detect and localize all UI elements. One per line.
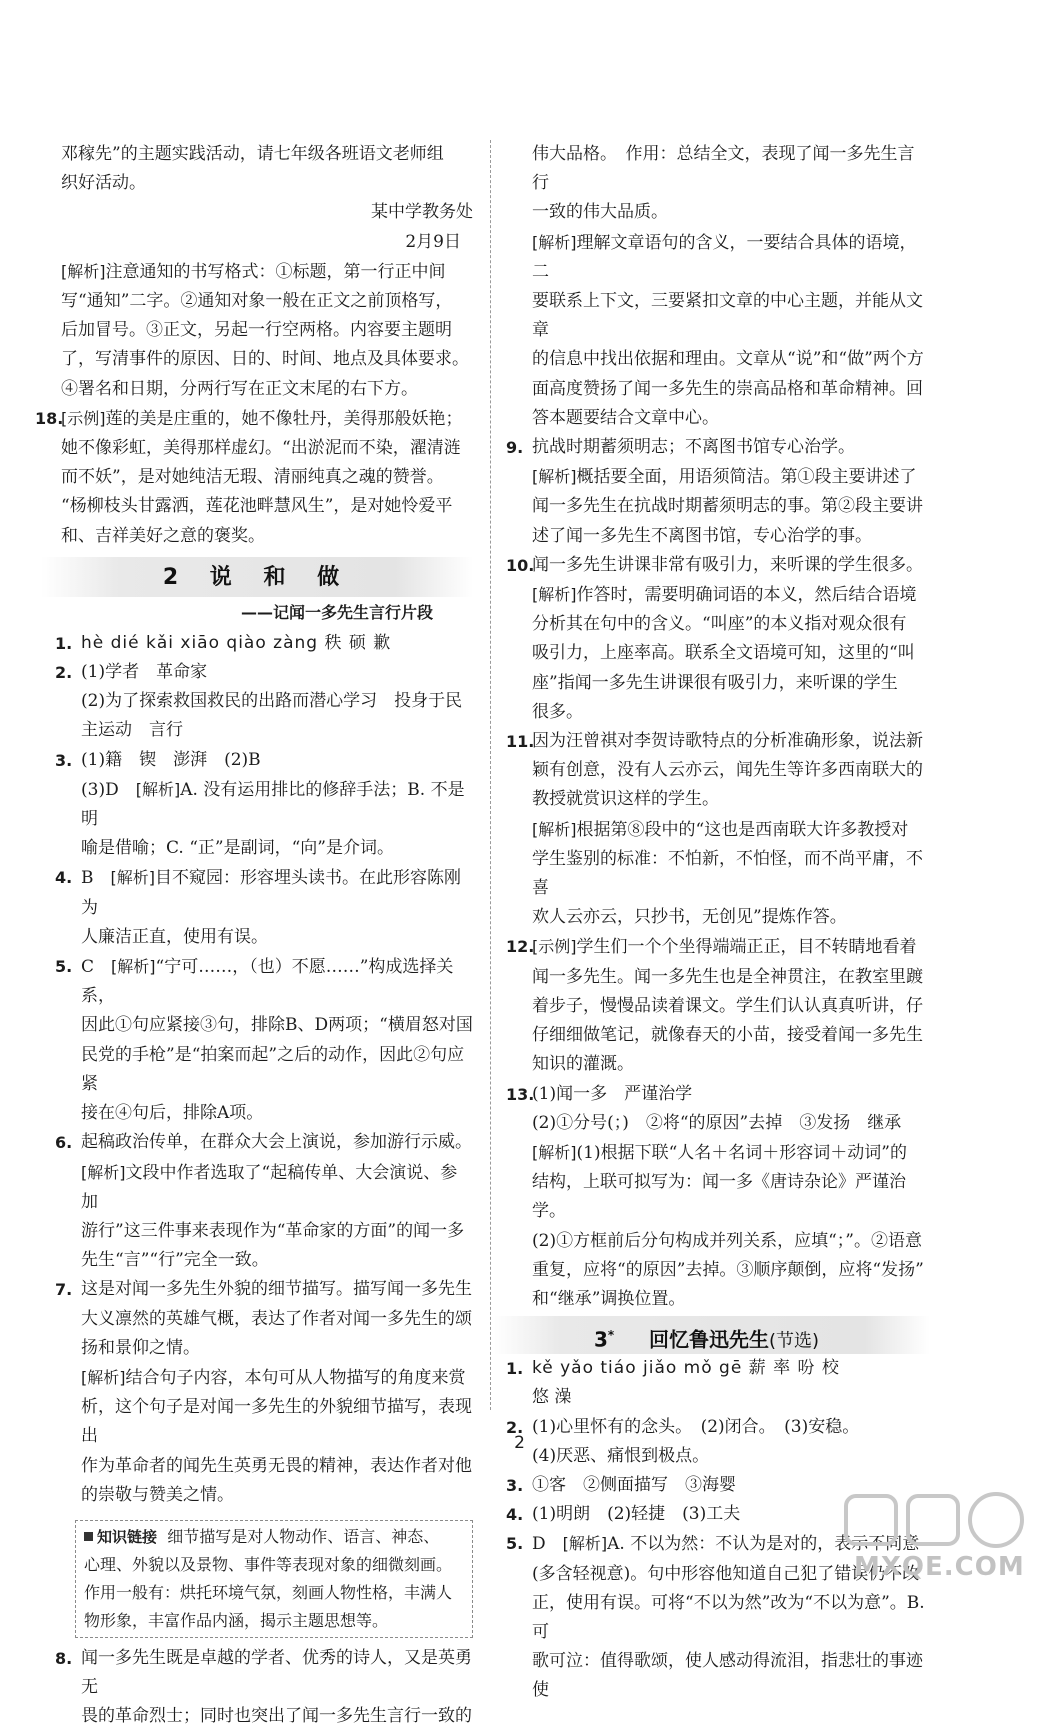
question-7: 7. 这是对闻一多先生外貌的细节描写。描写闻一多先生 大义凛然的英雄气概，表达了作者对闻一多先生的颂 扬和景仰之情。 [解析]结合句子内容，本句可从人物描写的角度来赏 析，这个句子是对闻一多先生的外貌细节描写，表现出 作为革命者的闻先生英勇无畏的精神，表达作者对他 的崇敬与赞美之情。 bbox=[61, 1275, 473, 1510]
analysis-line: 了，写清事件的原因、日的、时间、地点及具体要求。 bbox=[61, 349, 469, 370]
question-number: 2. bbox=[506, 1417, 524, 1437]
watermark bbox=[842, 1490, 1032, 1590]
left-column bbox=[35, 140, 473, 1732]
question-number: 10. bbox=[506, 555, 535, 575]
analysis-tag: [解析] bbox=[562, 1534, 608, 1554]
question-number: 18. bbox=[35, 408, 64, 428]
question-number: 2. bbox=[55, 663, 73, 683]
lesson-subtitle: ——记闻一多先生言行片段 bbox=[240, 602, 433, 622]
question-4: 4. (1)明朗 (2)轻捷 (3)工夫 bbox=[512, 1500, 930, 1529]
analysis-tag: [解析] bbox=[61, 261, 106, 281]
analysis-tag: [解析] bbox=[81, 1162, 126, 1182]
question-number: 7. bbox=[55, 1280, 73, 1300]
example-tag: [示例] bbox=[532, 937, 577, 957]
question-2: 2. (1)心里怀有的念头。 (2)闭合。 (3)安稳。 (4)厌恶、痛恨到极点。 bbox=[512, 1413, 930, 1471]
question-number: 6. bbox=[55, 1133, 73, 1153]
watermark-logo bbox=[842, 1490, 1032, 1550]
question-18: 18. [示例]莲的美是庄重的，她不像牡丹，美得那般妖艳； 她不像彩虹，美得那样虚幻。“出淤泥而不染，濯清涟 而不妖”，是对她纯洁无瑕、清丽纯真之魂的赞誉。 “杨柳枝头甘露洒，莲花池畔慧风生”，是对她怜爱平 和、吉祥美好之意的褒奖。 bbox=[41, 404, 473, 551]
analysis-tag: [解析] bbox=[81, 1367, 126, 1387]
analysis-tag: [解析] bbox=[111, 957, 156, 977]
notice-date: 2月9日 bbox=[405, 231, 461, 252]
notice-signature: 某中学教务处 bbox=[371, 202, 473, 223]
analysis-line: ④署名和日期，分两行写在正文末尾的右下方。 bbox=[61, 378, 418, 399]
notice-line: 织好活动。 bbox=[61, 173, 146, 194]
analysis-tag: [解析] bbox=[532, 819, 577, 839]
page-number: 2 bbox=[514, 1433, 525, 1453]
square-icon bbox=[84, 1532, 93, 1541]
analysis-line: 写“通知”二字。②通知对象一般在正文之前顶格写， bbox=[61, 291, 453, 312]
analysis-tag: [解析] bbox=[532, 232, 577, 252]
question-12: 12. [示例]学生们一个个坐得端端正正，目不转睛地看着 闻一多先生。闻一多先生也是全神贯注，在教室里踱 着步子，慢慢品读着课文。学生们认认真真听讲，仔 仔细细做笔记，就像春天的小苗，接受着闻一多先生 知识的灌溉。 bbox=[512, 932, 930, 1079]
question-number: 8. bbox=[55, 1648, 73, 1668]
question-8: 8. 闻一多先生既是卓越的学者、优秀的诗人，又是英勇无 畏的革命烈士；同时也突出了闻一多先生言行一致的 bbox=[61, 1644, 473, 1732]
question-3: 3. (1)籍 锲 澎湃 (2)B (3)D [解析]A. 没有运用排比的修辞手法；B. 不是明 喻是借喻；C. “正”是副词，“向”是介词。 bbox=[61, 746, 473, 864]
right-column bbox=[506, 140, 930, 1706]
question-number: 3. bbox=[506, 1475, 524, 1495]
question-number: 13. bbox=[506, 1084, 535, 1104]
knowledge-link-label: 知识链接 bbox=[97, 1527, 158, 1546]
question-number: 1. bbox=[506, 1359, 524, 1379]
question-10: 10. 闻一多先生讲课非常有吸引力，来听课的学生很多。 [解析]作答时，需要明确词语的本义，然后结合语境 分析其在句中的含义。“叫座”的本义指对观众很有 吸引力，上座率高。联系全文语境可知，这里的“叫 座”指闻一多先生讲课很有吸引力，来听课的学生 很多。 bbox=[512, 551, 930, 727]
question-1: 1. hè dié kǎi xiāo qiào zàng 秩 硕 歉 bbox=[61, 629, 473, 658]
question-number: 3. bbox=[55, 750, 73, 770]
example-tag: [示例] bbox=[61, 408, 106, 428]
analysis-tag: [解析] bbox=[110, 868, 155, 888]
lesson-title: 2 说 和 做 bbox=[162, 564, 352, 590]
question-5: 5. D [解析]A. 不以为然：不认为是对的，表示不同意 (多含轻视意)。句中形容他知道自己犯了错误仍不改 正，使用有误。可将“不以为然”改为“不以为意”。B. 可 歌可泣：值得歌颂，使人感动得流泪，指悲壮的事迹使 bbox=[512, 1529, 930, 1705]
question-9: 9. 抗战时期蓄须明志；不离图书馆专心治学。 [解析]概括要全面，用语须简洁。第①段主要讲述了 闻一多先生在抗战时期蓄须明志的事。第②段主要讲 述了闻一多先生不离图书馆，专心治学的事。 bbox=[512, 433, 930, 551]
question-11: 11. 因为汪曾祺对李贺诗歌特点的分析准确形象，说法新 颖有创意，没有人云亦云，闻先生等许多西南联大的 教授就赏识这样的学生。 [解析]根据第⑧段中的“这也是西南联大许多教授对 学生鉴别的标准：不怕新，不怕怪，而不尚平庸，不喜 欢人云亦云，只抄书，无创见”提炼作答。 bbox=[512, 727, 930, 932]
question-4: 4. B [解析]目不窥园：形容埋头读书。在此形容陈刚为 人廉洁正直，使用有误。 bbox=[61, 863, 473, 952]
lesson-header bbox=[494, 1316, 930, 1354]
question-13: 13. (1)闻一多 严谨治学 (2)①分号(；) ②将“的原因”去掉 ③发扬 继承 [解析](1)根据下联“人名＋名词＋形容词＋动词”的 结构，上联可拟写为：闻一多《唐诗杂论》严谨治学。 (2)①方框前后分句构成并列关系，应填“；”。②语意 重复，应将“的原因”去掉。③顺序颠倒，应将“发扬” 和“继承”调换位置。 bbox=[512, 1080, 930, 1315]
question-number: 11. bbox=[506, 732, 535, 752]
question-number: 1. bbox=[55, 633, 73, 653]
question-number: 4. bbox=[506, 1505, 524, 1525]
lesson-header bbox=[41, 557, 473, 597]
column-divider bbox=[490, 140, 491, 1410]
lesson-title: 3* 回忆鲁迅先生(节选) bbox=[594, 1327, 820, 1352]
analysis-tag: [解析] bbox=[135, 779, 181, 799]
question-number: 12. bbox=[506, 937, 535, 957]
question-5: 5. C [解析]“宁可……，（也）不愿……”构成选择关系， 因此①句应紧接③句，排除B、D两项；“横眉怒对国 民党的手枪”是“拍案而起”之后的动作，因此②句应紧 接在④句后，排除A项。 bbox=[61, 952, 473, 1128]
notice-line: 邓稼先”的主题实践活动，请七年级各班语文老师组 bbox=[61, 144, 444, 164]
question-2: 2. (1)学者 革命家 (2)为了探索救国救民的出路而潜心学习 投身于民 主运动 言行 bbox=[61, 658, 473, 746]
analysis-paragraph: [解析]注意通知的书写格式：①标题，第一行正中间 bbox=[61, 261, 446, 282]
question-8-continued: 伟大品格。 作用：总结全文，表现了闻一多先生言行 一致的伟大品质。 [解析]理解文章语句的含义，一要结合具体的语境，二 要联系上下文，三要紧扣文章的中心主题，并能从文章 的信息中找出依据和理由。文章从“说”和“做”两个方 面高度赞扬了闻一多先生的崇高品格和革命精神。回 答本题要结合文章中心。 bbox=[532, 144, 924, 428]
question-number: 4. bbox=[55, 868, 73, 888]
question-1: 1. kě yǎo tiáo jiǎo mǒ gē 薪 率 吩 校 悠 澡 bbox=[512, 1354, 930, 1412]
question-number: 5. bbox=[55, 957, 73, 977]
analysis-tag: [解析] bbox=[532, 467, 577, 487]
analysis-tag: [解析] bbox=[532, 1142, 577, 1162]
question-number: 9. bbox=[506, 438, 524, 458]
question-3: 3. ①客 ②侧面描写 ③海婴 bbox=[512, 1471, 930, 1500]
question-number: 5. bbox=[506, 1534, 524, 1554]
question-6: 6. 起稿政治传单，在群众大会上演说，参加游行示威。 [解析]文段中作者选取了“起稿传单、大会演说、参加 游行”这三件事来表现作为“革命家的方面”的闻一多 先生“言”“行”完全一致。 bbox=[61, 1128, 473, 1275]
knowledge-link-box: 知识链接 细节描写是对人物动作、语言、神态、 心理、外貌以及景物、事件等表现对象的细微刻画。 作用一般有：烘托环境气氛，刻画人物性格，丰满人 物形象，丰富作品内涵，揭示主题思想等。 bbox=[75, 1520, 473, 1638]
watermark-url: MXQE.COM bbox=[854, 1552, 1025, 1582]
analysis-tag: [解析] bbox=[532, 585, 577, 605]
analysis-line: 后加冒号。③正文，另起一行空两格。内容要主题明 bbox=[61, 320, 452, 341]
